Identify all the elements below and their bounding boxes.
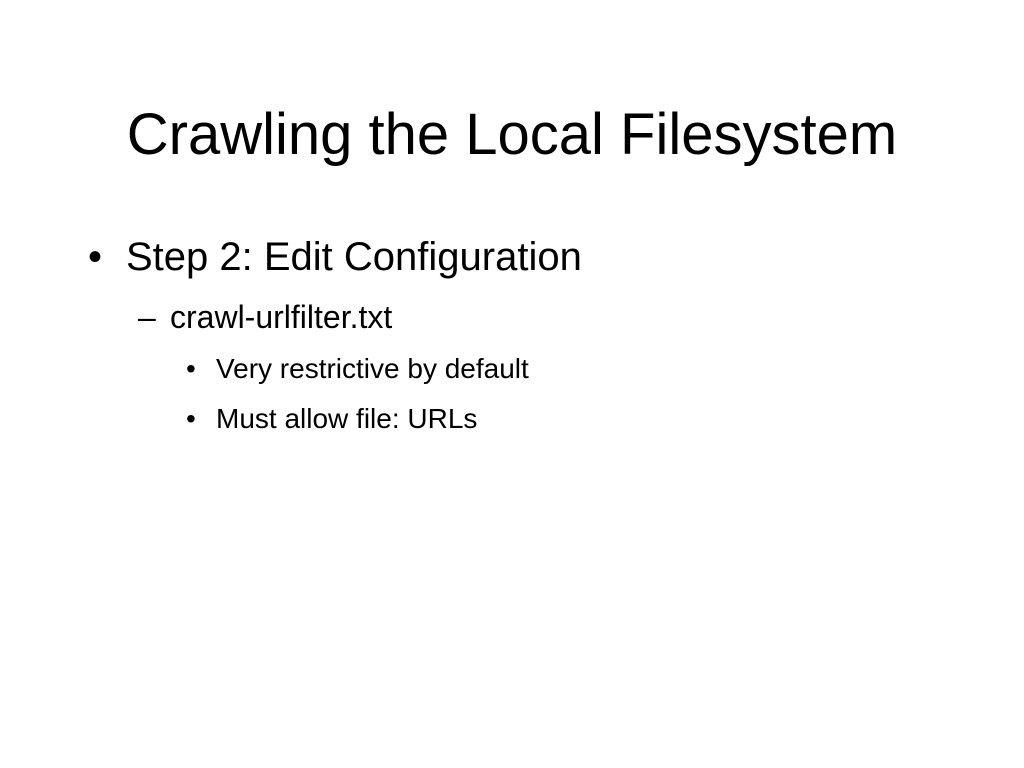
bullet-text: Very restrictive by default [216,353,529,384]
bullet-level-3 [186,401,477,437]
bullet-marker: • [88,235,103,279]
bullet-marker: • [186,403,196,434]
bullet-text: Must allow file: URLs [216,403,478,434]
bullet-level-1 [88,232,582,282]
bullet-text: Step 2: Edit Configuration [126,235,582,279]
bullet-level-3 [186,351,529,387]
bullet-level-2 [138,296,392,338]
bullet-text: crawl-urlfilter.txt [170,299,393,335]
dash-marker: – [138,299,156,335]
bullet-marker: • [186,353,196,384]
slide-title: Crawling the Local Filesystem [126,102,898,167]
